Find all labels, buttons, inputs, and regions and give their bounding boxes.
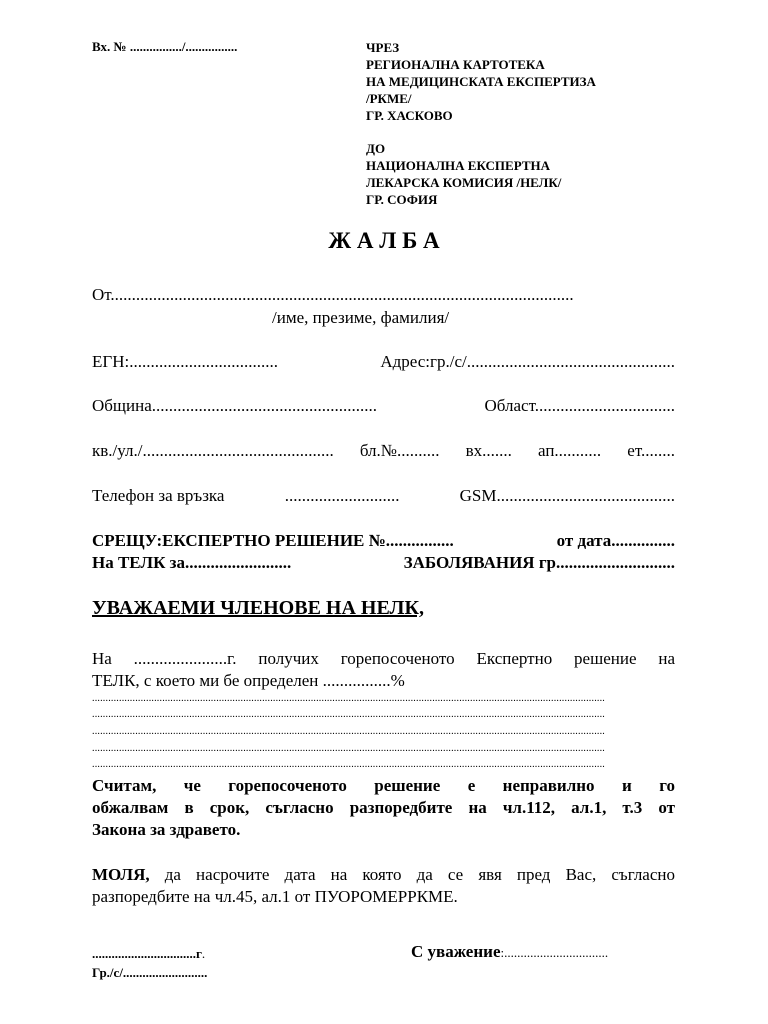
dotted-line: .............................................................................................................................................................................................. (92, 759, 605, 770)
entrance-field: вх....... (465, 441, 512, 460)
paragraph-line: На ......................г. получих горепосоченото Експертно решение на (92, 649, 675, 668)
address-field: Адрес:гр./с/................................................. (380, 352, 675, 371)
decision-date: от дата............... (556, 531, 675, 550)
to-line: ДО (366, 141, 386, 156)
to-line: ГР. СОФИЯ (366, 192, 438, 207)
egn-address-row (92, 352, 675, 372)
decision-number: СРЕЩУ:ЕКСПЕРТНО РЕШЕНИЕ №................ (92, 531, 454, 550)
region-field: Област................................. (484, 396, 675, 415)
request-text: да насрочите дата на която да се явя пред Вас, съгласно (149, 865, 675, 884)
gsm-field: GSM.......................................... (459, 486, 675, 505)
paragraph-request (92, 864, 675, 908)
to-block (366, 140, 561, 208)
regards-dots: :................................ (500, 945, 609, 960)
paragraph-line: ТЕЛК, с което ми бе определен ................% (92, 671, 405, 690)
regards-label: С уважение (411, 942, 501, 961)
apartment-field: ап........... (538, 441, 602, 460)
request-word: МОЛЯ, (92, 865, 150, 884)
paragraph-line: обжалвам в срок, съгласно разпоредбите на чл.112, ал.1, т.3 от (92, 798, 675, 817)
phone-row (92, 486, 675, 506)
incoming-number: Вх. № ................/................ (92, 39, 238, 54)
phone-field: ........................... (284, 486, 400, 505)
municipality-region-row (92, 396, 675, 416)
dotted-line: .............................................................................................................................................................................................. (92, 726, 605, 737)
to-line: ЛЕКАРСКА КОМИСИЯ /НЕЛК/ (366, 175, 562, 190)
dotted-line: .............................................................................................................................................................................................. (92, 709, 605, 720)
paragraph-received (92, 648, 675, 692)
paragraph-line: Закона за здравето. (92, 820, 241, 839)
street-row (92, 441, 675, 461)
to-line: НАЦИОНАЛНА ЕКСПЕРТНА (366, 158, 550, 173)
paragraph-line (92, 864, 675, 886)
via-line: НА МЕДИЦИНСКАТА ЕКСПЕРТИЗА (366, 74, 596, 89)
egn-field: ЕГН:................................... (92, 352, 278, 371)
regards-block (411, 942, 608, 962)
via-line: РЕГИОНАЛНА КАРТОТЕКА (366, 57, 545, 72)
salutation: УВАЖАЕМИ ЧЛЕНОВЕ НА НЕЛК, (92, 597, 424, 619)
paragraph-line: разпоредбите на чл.45, ал.1 от ПУОРОМЕРРКМЕ. (92, 887, 458, 906)
telk-for: На ТЕЛК за......................... (92, 553, 292, 572)
municipality-field: Община..................................................... (92, 396, 378, 415)
paragraph-appeal (92, 775, 675, 841)
dotted-line: .............................................................................................................................................................................................. (92, 693, 605, 704)
from-hint: /име, презиме, фамилия/ (272, 308, 450, 327)
document-title: Ж А Л Б А (328, 228, 440, 253)
from-field: От............................................................................................................. (92, 285, 574, 304)
dotted-line: .............................................................................................................................................................................................. (92, 743, 605, 754)
paragraph-line: Считам, че горепосоченото решение е неправилно и го (92, 776, 675, 795)
diseases-group: ЗАБОЛЯВАНИЯ гр............................ (403, 553, 675, 572)
date-field: ................................г (92, 946, 202, 961)
against-row-1 (92, 531, 675, 551)
via-line: ГР. ХАСКОВО (366, 108, 453, 123)
against-row-2 (92, 553, 675, 573)
date-dot: . (201, 946, 206, 961)
via-line: ЧРЕЗ (366, 40, 400, 55)
city-field: Гр./с/.......................... (92, 965, 208, 980)
phone-label: Телефон за връзка (92, 486, 225, 505)
block-field: бл.№.......... (359, 441, 440, 460)
via-block (366, 39, 596, 124)
floor-field: ет........ (627, 441, 675, 460)
street-field: кв./ул./............................................. (92, 441, 334, 460)
date-signature (92, 946, 205, 962)
via-line: /РКМЕ/ (366, 91, 412, 106)
